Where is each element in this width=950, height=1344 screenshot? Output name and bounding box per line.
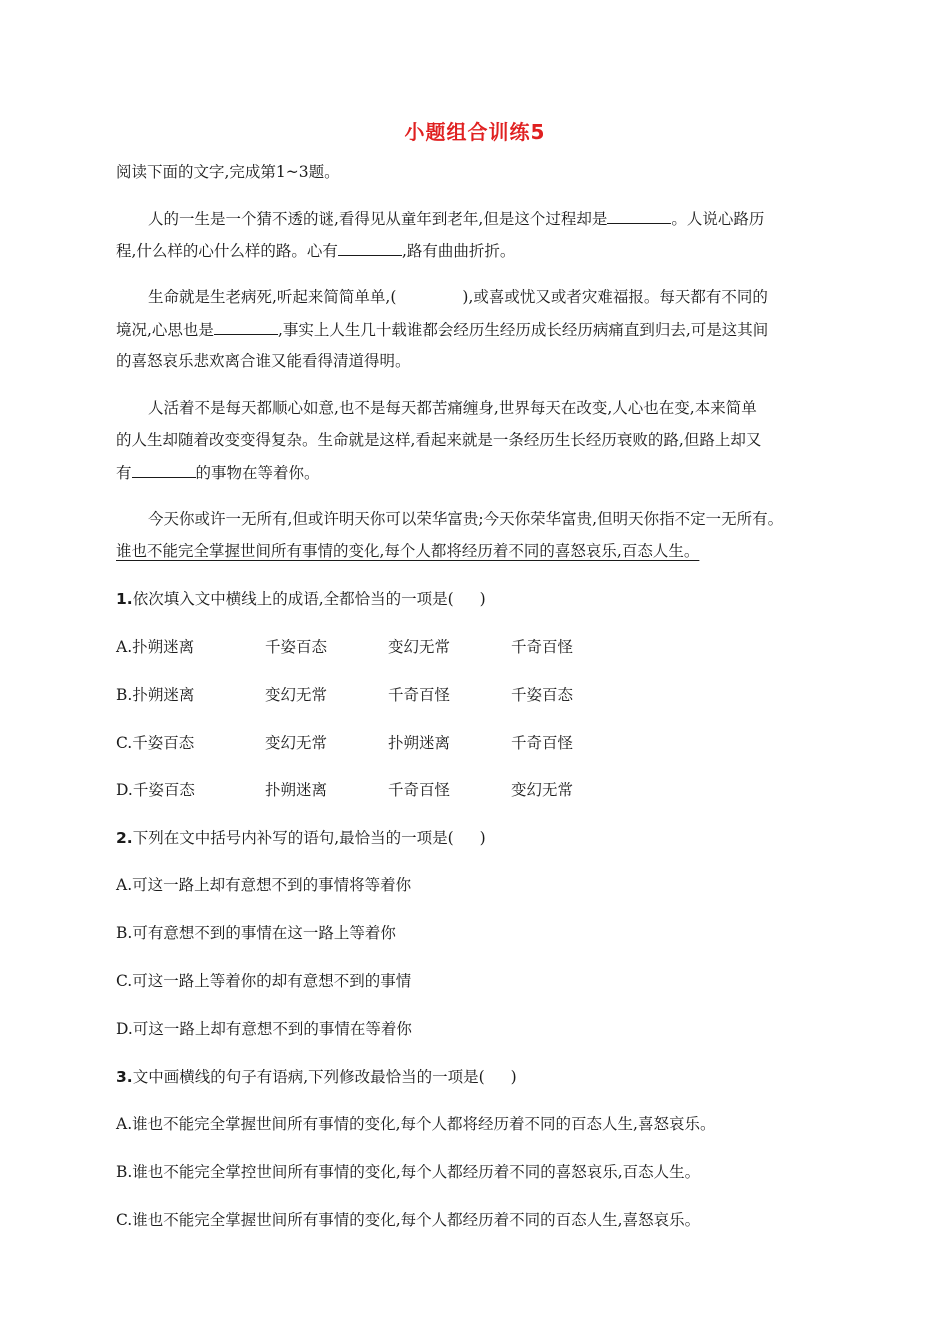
passage-p3-line2: 的人生却随着改变变得复杂。生命就是这样,看起来就是一条经历生长经历衰败的路,但路上却又 bbox=[116, 431, 762, 449]
page-title: 小题组合训练5 bbox=[404, 120, 546, 144]
passage-p3-line3: 有 的事物在等着你。 bbox=[116, 464, 320, 482]
question-3-option-b[interactable]: B.谁也不能完全掌控世间所有事情的变化,每个人都经历着不同的喜怒哀乐,百态人生。 bbox=[116, 1163, 701, 1181]
instruction: 阅读下面的文字,完成第1~3题。 bbox=[116, 163, 340, 181]
passage-p3-line1: 人活着不是每天都顺心如意,也不是每天都苦痛缠身,世界每天在改变,人心也在变,本来简单 bbox=[148, 399, 757, 417]
fill-blank-4 bbox=[132, 462, 196, 478]
question-2: 2.下列在文中括号内补写的语句,最恰当的一项是( ) bbox=[116, 829, 486, 847]
question-1: 1.依次填入文中横线上的成语,全都恰当的一项是( ) bbox=[116, 590, 486, 608]
question-2-option-c[interactable]: C.可这一路上等着你的却有意想不到的事情 bbox=[116, 972, 412, 990]
passage-p1-line2: 程,什么样的心什么样的路。心有 ,路有曲曲折折。 bbox=[116, 242, 516, 260]
question-2-option-a[interactable]: A.可这一路上却有意想不到的事情将等着你 bbox=[116, 876, 412, 894]
fill-blank-3 bbox=[214, 319, 278, 335]
passage-p2-line3: 的喜怒哀乐悲欢离合谁又能看得清道得明。 bbox=[116, 352, 411, 370]
document-page: 小题组合训练5 阅读下面的文字,完成第1~3题。 人的一生是一个猜不透的谜,看得见从童年到老年,但是这个过程却是 。人说心路历 程,什么样的心什么样的路。心有 ,路有曲曲折折。 生命就是生老病死,听起来简简单单,( ),或喜或忧又或者灾难福报。每天都有不同的 境况,心思也是 ,事实上人生几十载谁都会经历生经历成长经历病痛直到归去,可是这其间 的喜怒哀乐悲欢离合谁又能看得清道得明。 人活着不是每天都顺心如意,也不是每天都苦痛缠身,世界每天在改变,人心也在变,本来简单 的人生却随着改变变得复杂。生命就是这样,看起来就是一条经历生长经历衰败的路,但路上却又 有 的事物在等着你。 今天你或许一无所有,但或许明天你可以荣华富贵;今天你荣华富贵,但明天你指不定一无所有。 谁也不能完全掌握世间所有事情的变化,每个人都将经历着不同的喜怒哀乐,百态人生。 1.依次填入文中横线上的成语,全都恰当的一项是( ) A.扑朔迷离 千姿百态 变幻无常 千奇百怪 B.扑朔迷离 变幻无常 千奇百怪 千姿百态 C.千姿百态 变幻无常 扑朔迷离 千奇百怪 D.千姿百态 扑朔迷离 千奇百怪 变幻无常 2.下列在文中括号内补写的语句,最恰当的一项是( ) A.可这一路上却有意想不到的事情将等着你 B.可有意想不到的事情在这一路上等着你 C.可这一路上等着你的却有意想不到的事情 D.可这一路上却有意想不到的事情在等着你 3.文中画横线的句子有语病,下列修改最恰当的一项是( ) A.谁也不能完全掌握世间所有事情的变化,每个人都将经历着不同的百态人生,喜怒哀乐。 B.谁也不能完全掌控世间所有事情的变化,每个人都经历着不同的喜怒哀乐,百态人生。 C.谁也不能完全掌握世间所有事情的变化,每个人都经历着不同的百态人生,喜怒哀乐。 bbox=[0, 0, 950, 1344]
passage-p1-line1: 人的一生是一个猜不透的谜,看得见从童年到老年,但是这个过程却是 。人说心路历 bbox=[148, 210, 765, 228]
question-2-option-d[interactable]: D.可这一路上却有意想不到的事情在等着你 bbox=[116, 1020, 412, 1038]
passage-p4-underlined-sentence: 谁也不能完全掌握世间所有事情的变化,每个人都将经历着不同的喜怒哀乐,百态人生。 bbox=[116, 542, 700, 560]
passage-p2-line1: 生命就是生老病死,听起来简简单单,( ),或喜或忧又或者灾难福报。每天都有不同的 bbox=[148, 288, 768, 306]
fill-blank-2 bbox=[338, 240, 402, 256]
question-3-option-a[interactable]: A.谁也不能完全掌握世间所有事情的变化,每个人都将经历着不同的百态人生,喜怒哀乐。 bbox=[116, 1115, 716, 1133]
question-3: 3.文中画横线的句子有语病,下列修改最恰当的一项是( ) bbox=[116, 1068, 517, 1086]
question-3-option-c[interactable]: C.谁也不能完全掌握世间所有事情的变化,每个人都经历着不同的百态人生,喜怒哀乐。 bbox=[116, 1211, 701, 1229]
passage-p2-line2: 境况,心思也是 ,事实上人生几十载谁都会经历生经历成长经历病痛直到归去,可是这其间 bbox=[116, 321, 769, 339]
fill-blank-1 bbox=[607, 208, 671, 224]
passage-p4-line1: 今天你或许一无所有,但或许明天你可以荣华富贵;今天你荣华富贵,但明天你指不定一无所有。 bbox=[148, 510, 784, 528]
question-2-option-b[interactable]: B.可有意想不到的事情在这一路上等着你 bbox=[116, 924, 396, 942]
